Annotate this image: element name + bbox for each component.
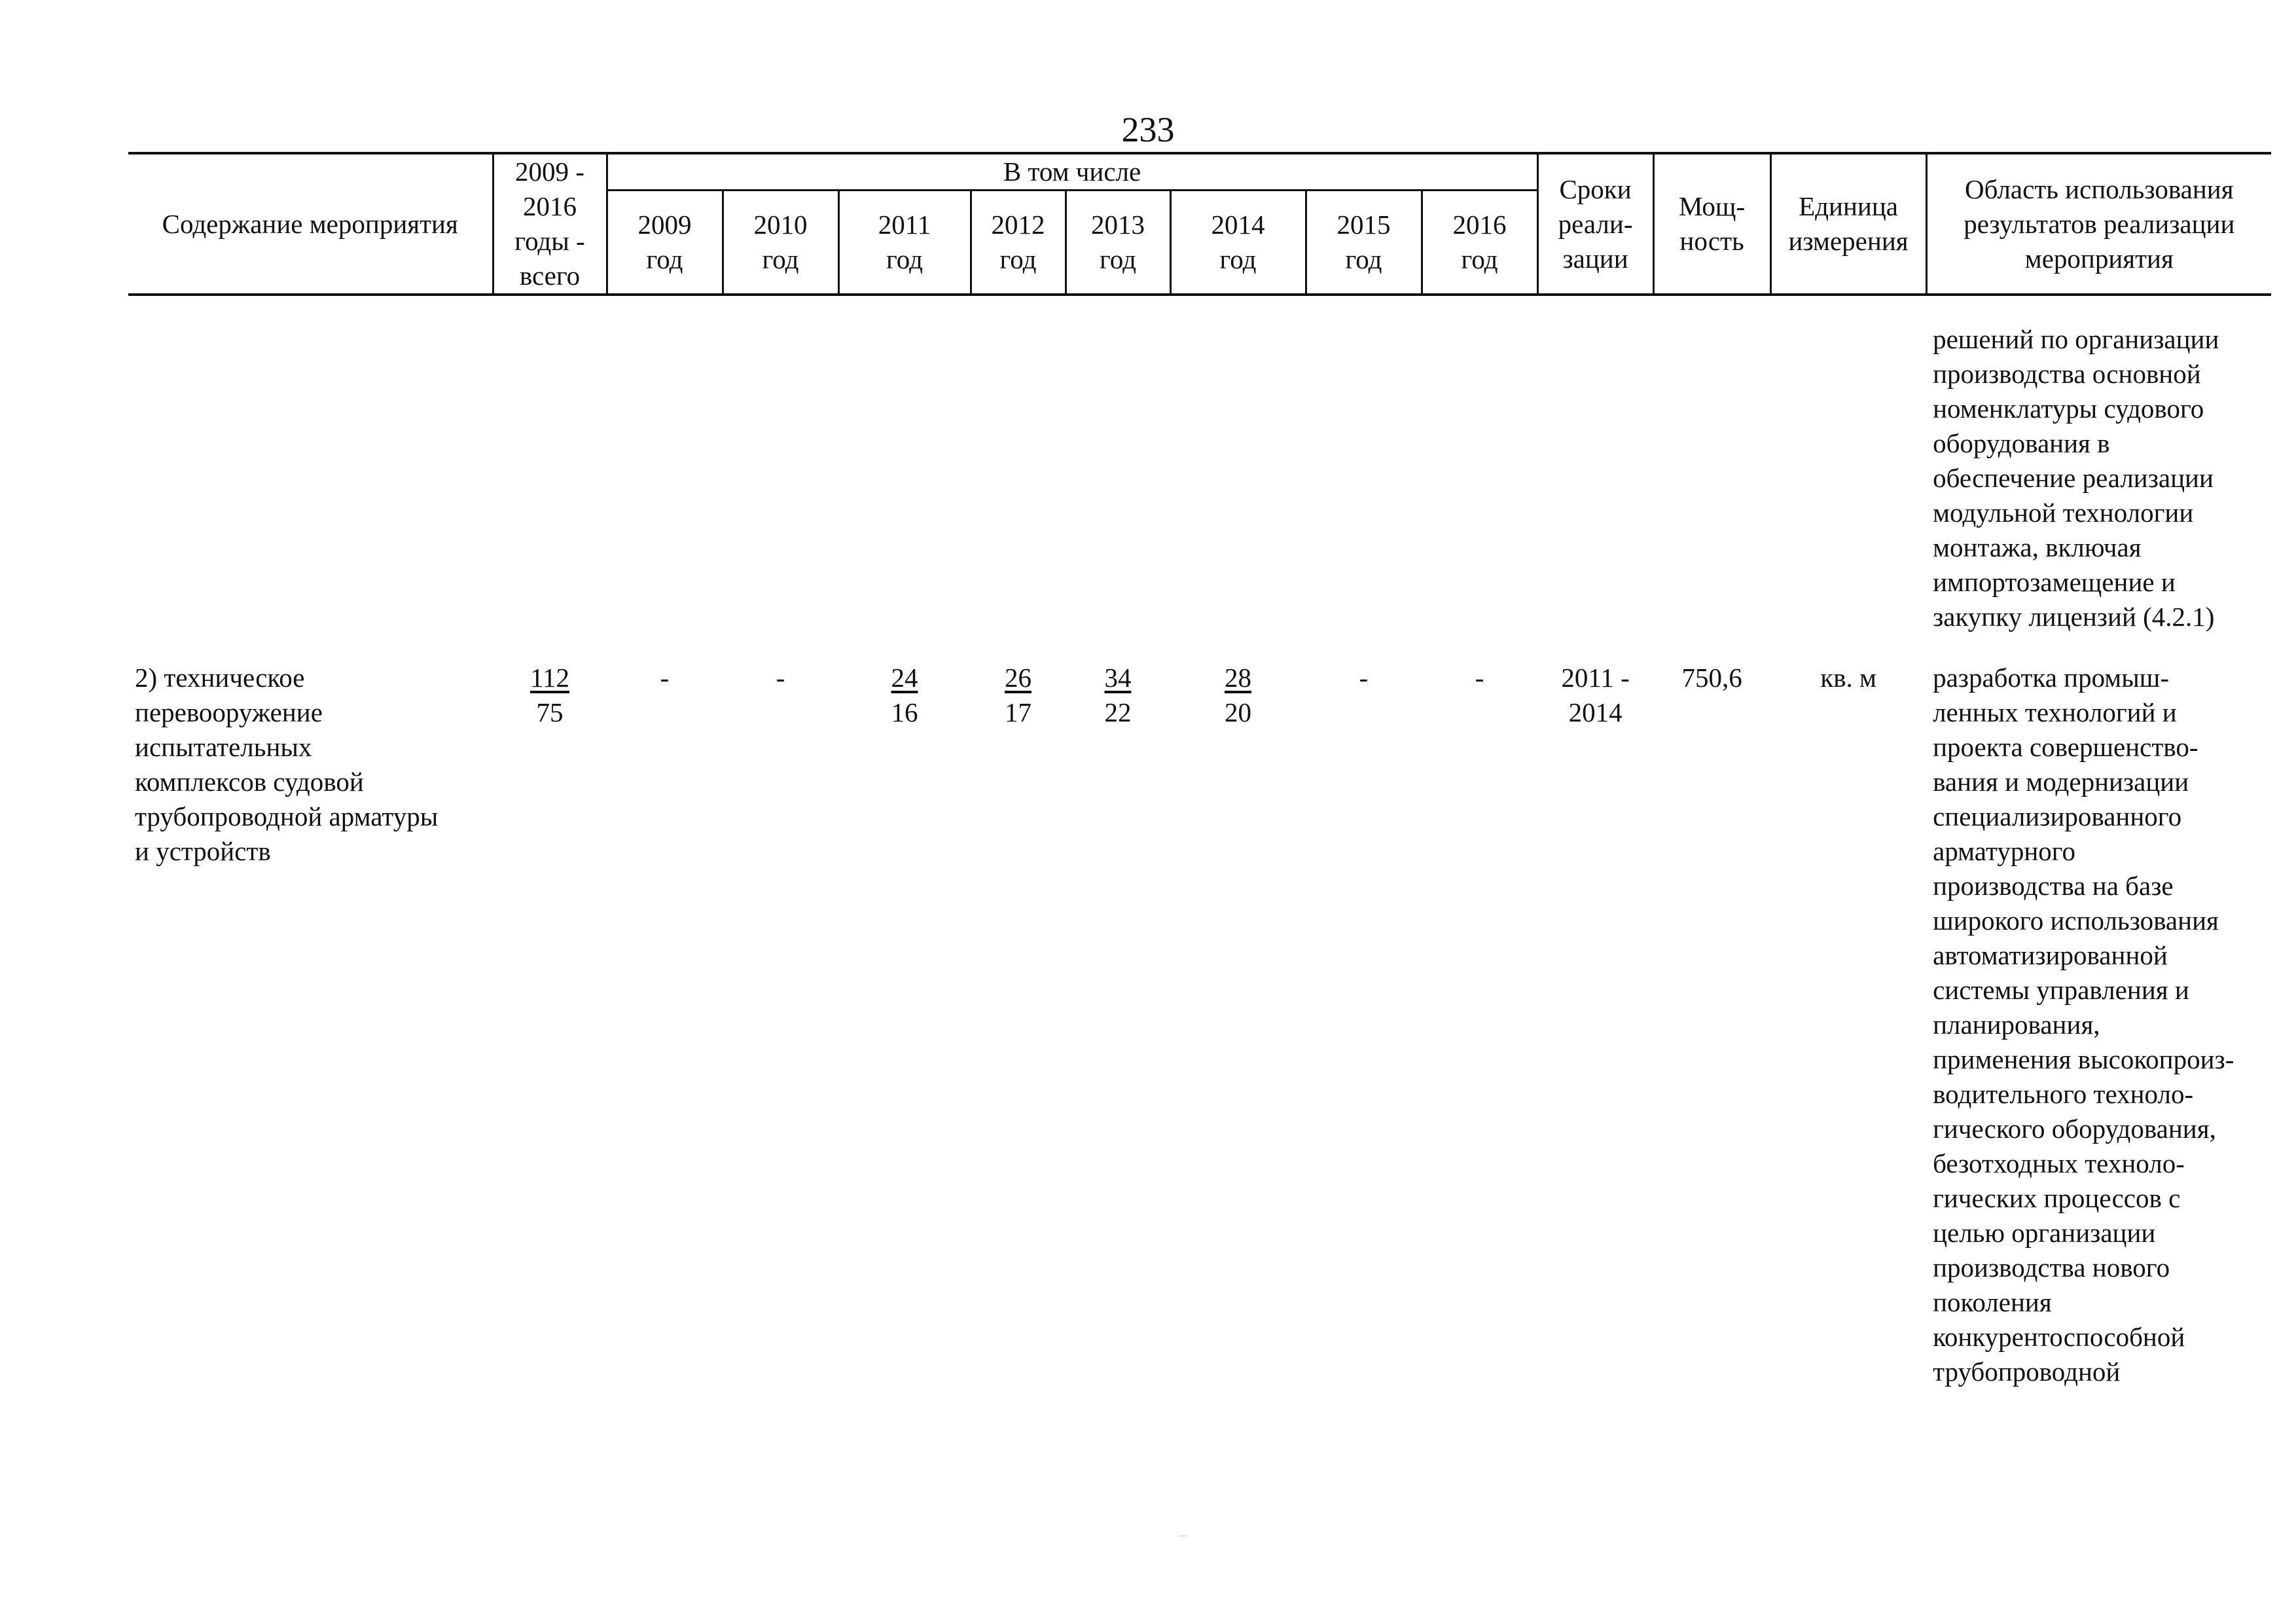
scan-mark <box>1178 1535 1187 1537</box>
row-2013-bottom: 22 <box>1104 697 1132 727</box>
page-number: 233 <box>1121 110 1175 149</box>
header-year-2016: 2016 год <box>1422 191 1537 295</box>
header-including: В том числе <box>607 153 1537 191</box>
table-header <box>128 153 2271 295</box>
row-2012-top: 26 <box>1005 663 1031 693</box>
row-2016: - <box>1475 663 1484 693</box>
row-content: 2) техническое перевооружение испытательных комплексов судовой трубопроводной арматуры и устройств <box>135 663 439 866</box>
row-unit: кв. м <box>1820 663 1876 693</box>
row-2014 <box>1225 661 1251 730</box>
row-total <box>530 661 569 730</box>
header-content: Содержание мероприятия <box>128 153 493 295</box>
row-terms: 2011 - 2014 <box>1561 663 1630 727</box>
table-row <box>128 661 2271 1389</box>
header-year-2015: 2015 год <box>1306 191 1422 295</box>
row-2009: - <box>660 663 670 693</box>
row-capacity: 750,6 <box>1681 663 1742 693</box>
header-year-2010: 2010 год <box>723 191 838 295</box>
row-2011-bottom: 16 <box>891 697 918 727</box>
continuation-row <box>128 322 2271 634</box>
row-2013 <box>1105 661 1132 730</box>
row-2011-top: 24 <box>891 663 918 693</box>
row-total-top: 112 <box>530 663 569 693</box>
header-area: Область использования результатов реализации мероприятия <box>1926 153 2271 295</box>
header-unit: Единица измерения <box>1770 153 1926 295</box>
header-year-2012: 2012 год <box>971 191 1066 295</box>
row-2015: - <box>1359 663 1369 693</box>
row-2012-bottom: 17 <box>1005 697 1031 727</box>
row-area: разработка промыш- ленных технологий и проекта совершенство- вания и модернизации специализированного арматурного производства на базе широкого использования автоматизированной системы управления и планирования, применения высокопроиз- водительного техноло- гического оборудования, безотходных техноло- гических процессов с целью организации производства нового поколения конкурентоспособной трубопроводной <box>1933 663 2234 1387</box>
row-2014-top: 28 <box>1225 663 1251 693</box>
header-year-2013: 2013 год <box>1066 191 1170 295</box>
row-total-bottom: 75 <box>536 697 564 727</box>
row-2010: - <box>776 663 785 693</box>
header-total: 2009 - 2016 годы - всего <box>493 153 607 295</box>
measures-table <box>128 152 2271 1389</box>
header-year-2014: 2014 год <box>1170 191 1306 295</box>
header-year-2011: 2011 год <box>838 191 971 295</box>
row-2013-top: 34 <box>1104 663 1132 693</box>
row-2012 <box>1005 661 1031 730</box>
row-2014-bottom: 20 <box>1225 697 1251 727</box>
header-capacity: Мощ- ность <box>1653 153 1770 295</box>
header-year-2009: 2009 год <box>607 191 723 295</box>
row-2011 <box>891 661 918 730</box>
header-terms: Сроки реали- зации <box>1537 153 1653 295</box>
continuation-area-text: решений по организации производства основной номенклатуры судового оборудования в обеспечение реализации модульной технологии монтажа, включая импортозамещение и закупку лицензий (4.2.1) <box>1933 324 2219 632</box>
